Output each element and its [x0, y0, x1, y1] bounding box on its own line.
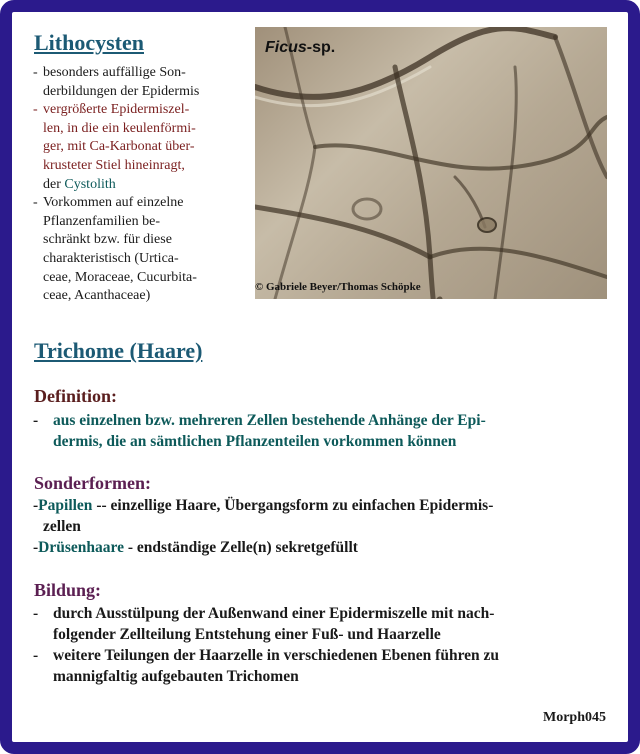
- list-item: -Drüsenhaare - endständige Zelle(n) sekretgefüllt: [33, 539, 358, 556]
- sonderformen-list: [33, 495, 613, 558]
- micrograph-image: [255, 27, 607, 299]
- cell-walls-drawing: [255, 27, 607, 299]
- list-item: - Vorkommen auf einzelne Pflanzenfamilien be- schränkt bzw. für diese charakteristisch (Urtica- ceae, Moraceae, Cucurbita- ceae, Acanthaceae): [33, 195, 197, 304]
- list-item: - besonders auffällige Son- derbildungen der Epidermis: [33, 65, 200, 99]
- list-item: - weitere Teilungen der Haarzelle in verschiedenen Ebenen führen zu mannigfaltig aufgebauten Trichomen: [33, 647, 500, 685]
- list-item: - vergrößerte Epidermiszel- len, in die ein keulenförmi- ger, mit Ca-Karbonat über- krusteter Stiel hineinragt, der Cystolith: [33, 102, 196, 192]
- papillen-term: Papillen: [38, 497, 93, 514]
- sonderformen-heading: Sonderformen:: [34, 473, 151, 493]
- list-item: - durch Ausstülpung der Außenwand einer Epidermiszelle mit nach- folgender Zellteilung Entstehung einer Fuß- und Haarzelle: [33, 605, 495, 643]
- definition-heading: Definition:: [34, 386, 117, 406]
- trichome-title: Trichome (Haare): [34, 338, 203, 363]
- bildung-heading: Bildung:: [34, 580, 102, 600]
- photo-label: Ficus-sp.: [265, 39, 336, 56]
- lithocysten-title: Lithocysten: [34, 30, 144, 55]
- definition-text: [33, 410, 613, 452]
- list-item: -Papillen -- einzellige Haare, Übergangsform zu einfachen Epidermis- zellen: [33, 497, 494, 535]
- slide-code: Morph045: [543, 710, 606, 725]
- cystolith-term: Cystolith: [64, 176, 116, 192]
- lithocysten-list: [33, 64, 258, 306]
- photo-credit: © Gabriele Beyer/Thomas Schöpke: [255, 281, 421, 293]
- bildung-list: [33, 603, 613, 687]
- list-item: - aus einzelnen bzw. mehreren Zellen bestehende Anhänge der Epi- dermis, die an sämtlichen Pflanzenteilen vorkommen können: [33, 412, 486, 450]
- druesenhaare-term: Drüsenhaare: [38, 539, 124, 556]
